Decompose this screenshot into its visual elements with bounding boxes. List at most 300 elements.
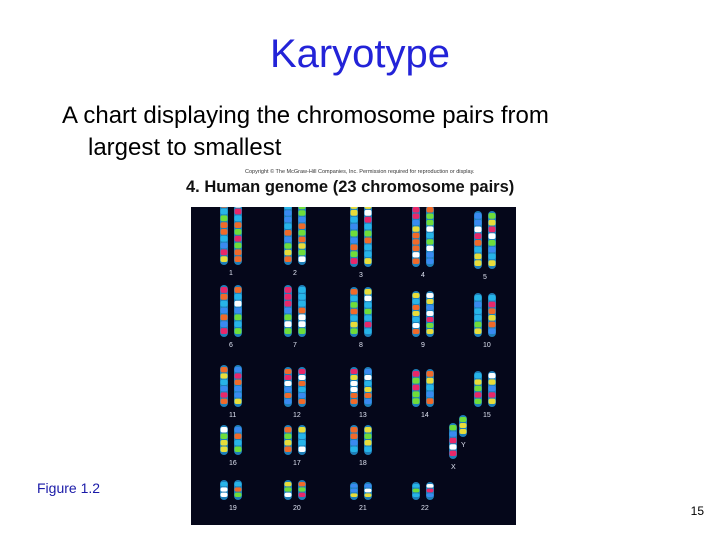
chromosome-band (299, 250, 306, 256)
chromosome-band (221, 287, 228, 293)
chromosome-band (221, 440, 228, 446)
chromosome-band (413, 378, 420, 384)
chromosome-band (235, 367, 242, 372)
chromosome-band (221, 294, 228, 300)
chromosome-number-label: 12 (293, 412, 301, 419)
chromosome-band (475, 247, 482, 253)
chromosome-band (299, 427, 306, 433)
chromosome-band (285, 243, 292, 249)
chromosome-band (221, 328, 228, 334)
chromosome-band (351, 328, 358, 334)
chromosome-band (299, 207, 306, 209)
chromosome-band (351, 387, 358, 392)
chromosome-band (285, 294, 292, 300)
chromosome-band (221, 209, 228, 215)
chromosome-band (351, 393, 358, 398)
chromosome-band (427, 371, 434, 377)
chromosome-band (413, 259, 420, 264)
chromosome-band (351, 210, 358, 216)
chromosome-band (221, 399, 228, 404)
chromosome-band (475, 379, 482, 384)
chromosome-band (299, 321, 306, 327)
chromosome-band (489, 386, 496, 391)
chromosome-band (235, 482, 242, 486)
chromosome-band (427, 391, 434, 397)
chromosome-band (235, 222, 242, 228)
chromosome-band (221, 482, 228, 486)
chromosome-band (427, 213, 434, 218)
chromosome (350, 207, 358, 267)
chromosome-band (413, 385, 420, 391)
chromosome-band (365, 296, 372, 302)
chromosome-band (221, 229, 228, 235)
chromosome-band (299, 434, 306, 440)
chromosome-band (365, 251, 372, 257)
chromosome-band (427, 493, 434, 497)
chromosome-band (299, 301, 306, 307)
chromosome-band (365, 399, 372, 404)
chromosome-band (365, 231, 372, 237)
chromosome-band (299, 210, 306, 216)
chromosome-band (427, 311, 434, 316)
chromosome-band (489, 233, 496, 239)
chromosome-band (299, 387, 306, 392)
chromosome-band (235, 321, 242, 327)
chromosome-band (351, 251, 358, 257)
chromosome-band (221, 386, 228, 391)
chromosome-band (299, 399, 306, 404)
chromosome-number-label: 1 (229, 270, 233, 277)
chromosome-band (299, 393, 306, 398)
chromosome-band (221, 487, 228, 491)
chromosome-number-label: 4 (421, 272, 425, 279)
chromosome-band (285, 301, 292, 307)
chromosome-band (285, 440, 292, 446)
chromosome-band (299, 217, 306, 223)
chromosome-number-label: 19 (229, 505, 237, 512)
chromosome-band (235, 236, 242, 242)
chromosome-band (489, 213, 496, 219)
chromosome-band (351, 231, 358, 237)
chromosome-band (489, 322, 496, 328)
chromosome-number-label: 18 (359, 460, 367, 467)
chromosome-band (365, 369, 372, 374)
chromosome-band (221, 321, 228, 327)
chromosome-band (299, 381, 306, 386)
chromosome-band (351, 375, 358, 380)
chromosome-band (460, 429, 467, 434)
chromosome-band (489, 302, 496, 308)
chromosome-band (235, 493, 242, 497)
chromosome-band (221, 380, 228, 385)
chromosome-band (475, 220, 482, 226)
chromosome-band (285, 427, 292, 433)
chromosome-band (475, 254, 482, 260)
chromosome-band (285, 230, 292, 236)
bullet-line-1: A chart displaying the chromosome pairs from (62, 102, 549, 129)
chromosome-band (427, 252, 434, 257)
chromosome-band (285, 217, 292, 223)
chromosome-band (489, 240, 496, 246)
chromosome-band (351, 258, 358, 264)
chromosome-band (489, 295, 496, 301)
chromosome-number-label: 20 (293, 505, 301, 512)
chromosome-band (235, 314, 242, 320)
chromosome-band (427, 220, 434, 225)
chromosome-band (475, 322, 482, 328)
chromosome-band (365, 393, 372, 398)
chromosome-band (299, 230, 306, 236)
chromosome-band (475, 295, 482, 301)
chromosome-band (413, 317, 420, 322)
chromosome-band (235, 380, 242, 385)
chromosome-band (413, 299, 420, 304)
chromosome-band (489, 227, 496, 233)
chromosome-band (427, 207, 434, 212)
chromosome-band (475, 260, 482, 266)
chromosome-band (450, 438, 457, 443)
chromosome-band (299, 314, 306, 320)
chromosome-band (460, 423, 467, 428)
chromosome-band (475, 386, 482, 391)
chromosome-band (285, 381, 292, 386)
chromosome-band (365, 210, 372, 216)
chromosome-number-label: 7 (293, 342, 297, 349)
chromosome-band (285, 399, 292, 404)
chromosome-band (413, 213, 420, 218)
chromosome-band (235, 229, 242, 235)
chromosome-band (413, 207, 420, 212)
chromosome-band (221, 493, 228, 497)
chromosome-number-label: 6 (229, 342, 233, 349)
chromosome-band (285, 256, 292, 262)
chromosome-band (365, 302, 372, 308)
chromosome-band (365, 447, 372, 453)
chromosome-band (351, 289, 358, 295)
chromosome-band (413, 391, 420, 397)
chromosome-band (413, 398, 420, 404)
slide-title: Karyotype (269, 32, 451, 76)
chromosome-band (235, 243, 242, 249)
chromosome-band (413, 220, 420, 225)
chromosome-band (427, 329, 434, 334)
chromosome-band (365, 315, 372, 321)
chromosome-band (285, 493, 292, 497)
chromosome-band (427, 246, 434, 251)
chromosome-band (299, 493, 306, 497)
chromosome-band (427, 293, 434, 298)
chromosome-band (489, 260, 496, 266)
chromosome-band (351, 309, 358, 315)
chromosome-band (365, 224, 372, 230)
chromosome-band (365, 258, 372, 264)
chromosome-band (285, 210, 292, 216)
chromosome-band (475, 373, 482, 378)
chromosome-band (351, 493, 358, 497)
chromosome-band (285, 237, 292, 243)
chromosome-band (427, 305, 434, 310)
chromosome-band (235, 440, 242, 446)
chromosome-band (299, 487, 306, 491)
chromosome-band (427, 233, 434, 238)
chromosome-band (365, 484, 372, 488)
chromosome-band (365, 309, 372, 315)
chromosome-band (351, 434, 358, 440)
chromosome-band (285, 308, 292, 314)
karyotype-photo (191, 207, 516, 525)
chromosome-band (489, 328, 496, 334)
chromosome-band (299, 294, 306, 300)
chromosome-band (285, 369, 292, 374)
chromosome-band (221, 367, 228, 372)
chromosome-band (299, 243, 306, 249)
chromosome-band (450, 451, 457, 456)
chromosome-band (351, 484, 358, 488)
chromosome-band (489, 308, 496, 314)
chromosome-band (299, 308, 306, 314)
chromosome-band (475, 240, 482, 246)
chromosome-band (221, 392, 228, 397)
chromosome-band (351, 427, 358, 433)
chromosome-band (299, 256, 306, 262)
chromosome-number-label: 5 (483, 274, 487, 281)
chromosome-band (221, 256, 228, 262)
page-number: 15 (690, 504, 704, 518)
chromosome-band (351, 381, 358, 386)
chromosome-band (299, 287, 306, 293)
chromosome-band (427, 489, 434, 493)
chromosome-band (235, 209, 242, 215)
chromosome-band (413, 239, 420, 244)
chromosome-band (285, 207, 292, 209)
chromosome-band (489, 399, 496, 404)
chromosome-number-label: 8 (359, 342, 363, 349)
chromosome-band (427, 259, 434, 264)
chromosome-band (413, 311, 420, 316)
chromosome-band (351, 399, 358, 404)
chromosome-band (235, 328, 242, 334)
chromosome-band (427, 239, 434, 244)
chromosome-number-label: 11 (229, 412, 237, 419)
chromosome-band (427, 398, 434, 404)
chromosome-band (299, 223, 306, 229)
karyotype-image (191, 207, 516, 525)
chromosome-band (413, 323, 420, 328)
chromosome-band (299, 237, 306, 243)
chromosome-band (235, 294, 242, 300)
chromosome-band (235, 215, 242, 221)
chromosome-band (285, 314, 292, 320)
chromosome-band (221, 314, 228, 320)
bullet-text (62, 100, 662, 164)
chromosome-band (285, 375, 292, 380)
chromosome-band (235, 427, 242, 433)
chromosome-band (489, 220, 496, 226)
chromosome-band (475, 315, 482, 321)
chromosome-band (475, 392, 482, 397)
chromosome-band (235, 308, 242, 314)
chromosome-band (299, 482, 306, 486)
chromosome-band (475, 233, 482, 239)
chromosome-band (365, 493, 372, 497)
chromosome-band (413, 484, 420, 488)
chromosome-band (221, 222, 228, 228)
chromosome-number-label: 21 (359, 505, 367, 512)
copyright-notice: Copyright © The McGraw-Hill Companies, Inc. Permission required for reproduction or display. (245, 169, 475, 175)
chromosome-band (413, 233, 420, 238)
chromosome-band (235, 373, 242, 378)
chromosome-band (413, 246, 420, 251)
chromosome-band (285, 487, 292, 491)
chromosome-band (460, 417, 467, 422)
chromosome-band (235, 287, 242, 293)
chromosome-band (235, 399, 242, 404)
chromosome-band (235, 434, 242, 440)
chromosome-number-label: 3 (359, 272, 363, 279)
chromosome-band (489, 373, 496, 378)
chromosome-band (475, 328, 482, 334)
chromosome-band (285, 250, 292, 256)
chromosome-band (427, 378, 434, 384)
figure-label: Figure 1.2 (37, 480, 101, 496)
chromosome-band (285, 328, 292, 334)
chromosome-number-label: 9 (421, 342, 425, 349)
chromosome-band (365, 289, 372, 295)
chromosome-band (413, 329, 420, 334)
chromosome-band (351, 302, 358, 308)
chromosome-band (299, 447, 306, 453)
chromosome-number-label: Y (461, 442, 466, 449)
chromosome-band (365, 489, 372, 493)
chromosome-band (475, 227, 482, 233)
chromosome-band (489, 315, 496, 321)
chromosome-band (427, 226, 434, 231)
chromosome-band (351, 369, 358, 374)
chromosome-band (489, 392, 496, 397)
chromosome-band (235, 249, 242, 255)
chromosome-band (351, 489, 358, 493)
chromosome-band (299, 328, 306, 334)
chromosome-number-label: 13 (359, 412, 367, 419)
chromosome-band (351, 296, 358, 302)
chromosome-band (235, 301, 242, 307)
chromosome-band (427, 484, 434, 488)
chromosome-band (365, 375, 372, 380)
chromosome-band (365, 207, 372, 209)
chromosome-band (365, 434, 372, 440)
chromosome-band (365, 387, 372, 392)
chromosome-band (235, 447, 242, 453)
chromosome-band (475, 213, 482, 219)
chromosome-band (221, 249, 228, 255)
chromosome-band (221, 308, 228, 314)
chromosome-band (235, 256, 242, 262)
chromosome-band (450, 425, 457, 430)
chromosome-band (365, 427, 372, 433)
chromosome-band (351, 207, 358, 209)
bullet-line-2: largest to smallest (88, 134, 282, 161)
chromosome-band (413, 493, 420, 497)
chromosome-band (221, 236, 228, 242)
chromosome-band (413, 371, 420, 377)
figure-heading: 4. Human genome (23 chromosome pairs) (186, 178, 515, 196)
chromosome-band (221, 373, 228, 378)
chromosome-number-label: 14 (421, 412, 429, 419)
chromosome-number-label: 2 (293, 270, 297, 277)
chromosome-band (285, 321, 292, 327)
chromosome-number-label: 15 (483, 412, 491, 419)
chromosome-band (413, 226, 420, 231)
chromosome-band (299, 375, 306, 380)
chromosome-band (351, 315, 358, 321)
chromosome-band (285, 287, 292, 293)
chromosome-band (413, 252, 420, 257)
chromosome-band (475, 302, 482, 308)
chromosome-band (351, 244, 358, 250)
chromosome-band (299, 440, 306, 446)
chromosome-band (285, 434, 292, 440)
chromosome-band (427, 317, 434, 322)
chromosome-band (450, 444, 457, 449)
chromosome-band (427, 323, 434, 328)
chromosome-band (221, 434, 228, 440)
chromosome-band (365, 322, 372, 328)
chromosome-band (235, 487, 242, 491)
chromosome-band (450, 431, 457, 436)
chromosome-band (489, 247, 496, 253)
chromosome-band (351, 322, 358, 328)
chromosome-band (351, 440, 358, 446)
chromosome-number-label: 17 (293, 460, 301, 467)
chromosome-band (285, 393, 292, 398)
chromosome-band (413, 489, 420, 493)
chromosome-number-label: 22 (421, 505, 429, 512)
chromosome-band (285, 482, 292, 486)
chromosome-band (475, 308, 482, 314)
chromosome (364, 207, 372, 267)
chromosome-number-label: 10 (483, 342, 491, 349)
chromosome-band (427, 299, 434, 304)
chromosome-band (365, 328, 372, 334)
chromosome-number-label: X (451, 464, 456, 471)
chromosome-band (365, 381, 372, 386)
chromosome-band (427, 385, 434, 391)
chromosome-band (221, 447, 228, 453)
chromosome-band (285, 447, 292, 453)
chromosome-band (235, 392, 242, 397)
chromosome-band (489, 379, 496, 384)
chromosome-band (365, 440, 372, 446)
chromosome-band (221, 301, 228, 307)
chromosome-band (365, 244, 372, 250)
chromosome-band (475, 399, 482, 404)
chromosome-number-label: 16 (229, 460, 237, 467)
chromosome-band (351, 224, 358, 230)
chromosome-band (221, 243, 228, 249)
chromosome-band (351, 217, 358, 223)
chromosome-band (221, 427, 228, 433)
chromosome-band (351, 237, 358, 243)
chromosome-band (221, 215, 228, 221)
chromosome-band (413, 293, 420, 298)
chromosome-band (235, 386, 242, 391)
chromosome-band (365, 237, 372, 243)
chromosome-band (285, 387, 292, 392)
chromosome-band (413, 305, 420, 310)
chromosome-band (285, 223, 292, 229)
chromosome-band (489, 254, 496, 260)
chromosome-band (365, 217, 372, 223)
